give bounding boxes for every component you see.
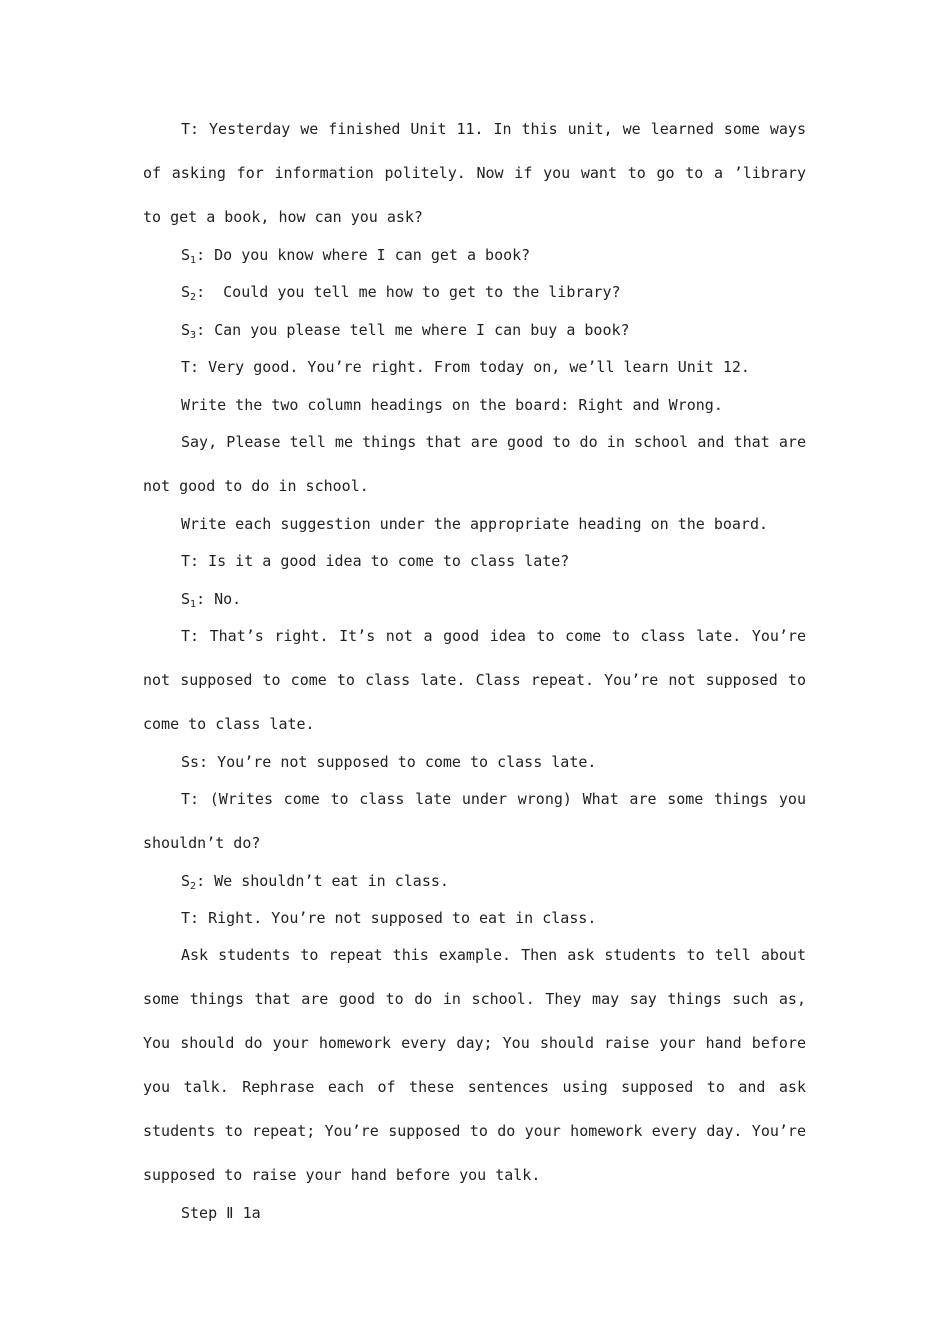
paragraph-text: Do you know where I can get a book? xyxy=(214,246,531,264)
paragraph-text: T: (Writes come to class late under wrong) What are some things you shouldn’t do? xyxy=(143,790,806,852)
paragraph-s1-answer xyxy=(181,245,530,265)
paragraph-teacher-question: T: Is it a good idea to come to class late? xyxy=(181,552,570,570)
speaker-s2: $S_2$: xyxy=(181,283,215,303)
paragraph-teacher-intro xyxy=(143,107,806,239)
paragraph-text: We shouldn’t eat in class. xyxy=(214,872,449,890)
paragraph-teacher-right xyxy=(143,614,806,746)
speaker-s2: $S_2$: xyxy=(181,872,215,892)
speaker-s1: $S_1$: xyxy=(181,590,215,610)
paragraph-text: T: Yesterday we finished Unit 11. In this unit, we learned some ways of asking for information politely. Now if you want to go to a ’library to get a book, how can you ask? xyxy=(143,120,806,226)
paragraph-ss-repeat: Ss: You’re not supposed to come to class late. xyxy=(181,753,597,771)
paragraph-text: No. xyxy=(214,590,242,608)
paragraph-text: Ask students to repeat this example. Then ask students to tell about some things that are good to do in school. They may say things such as, You should do your homework every day; You should raise your hand before you talk. Rephrase each of these sentences using supposed to and ask students to repeat; You’re supposed to do your homework every day. You’re supposed to raise your hand before you talk. xyxy=(143,946,806,1184)
speaker-s1: $S_1$: xyxy=(181,246,215,266)
paragraph-headings-instruction: Write the two column headings on the board: Right and Wrong. xyxy=(181,396,723,414)
paragraph-teacher-writes xyxy=(143,777,806,865)
paragraph-text: Can you please tell me where I can buy a book? xyxy=(214,321,630,339)
paragraph-text: T: That’s right. It’s not a good idea to come to class late. You’re not supposed to come to class late. Class repeat. You’re not supposed to come to class late. xyxy=(143,627,806,733)
paragraph-s3-answer xyxy=(181,320,630,340)
speaker-s3: $S_3$: xyxy=(181,321,215,341)
paragraph-text: Could you tell me how to get to the library? xyxy=(214,283,621,301)
paragraph-s2-answer xyxy=(181,282,621,302)
paragraph-s1-no xyxy=(181,589,241,609)
paragraph-text: Say, Please tell me things that are good to do in school and that are not good to do in school. xyxy=(143,433,806,495)
step-heading: Step Ⅱ 1a xyxy=(181,1204,261,1222)
paragraph-teacher-eat: T: Right. You’re not supposed to eat in class. xyxy=(181,909,597,927)
paragraph-suggestion-instruction: Write each suggestion under the appropriate heading on the board. xyxy=(181,515,768,533)
paragraph-repeat-instruction xyxy=(143,933,806,1197)
paragraph-say-instruction xyxy=(143,420,806,508)
paragraph-teacher-good: T: Very good. You’re right. From today on, we’ll learn Unit 12. xyxy=(181,358,750,376)
paragraph-s2-eat xyxy=(181,871,449,891)
